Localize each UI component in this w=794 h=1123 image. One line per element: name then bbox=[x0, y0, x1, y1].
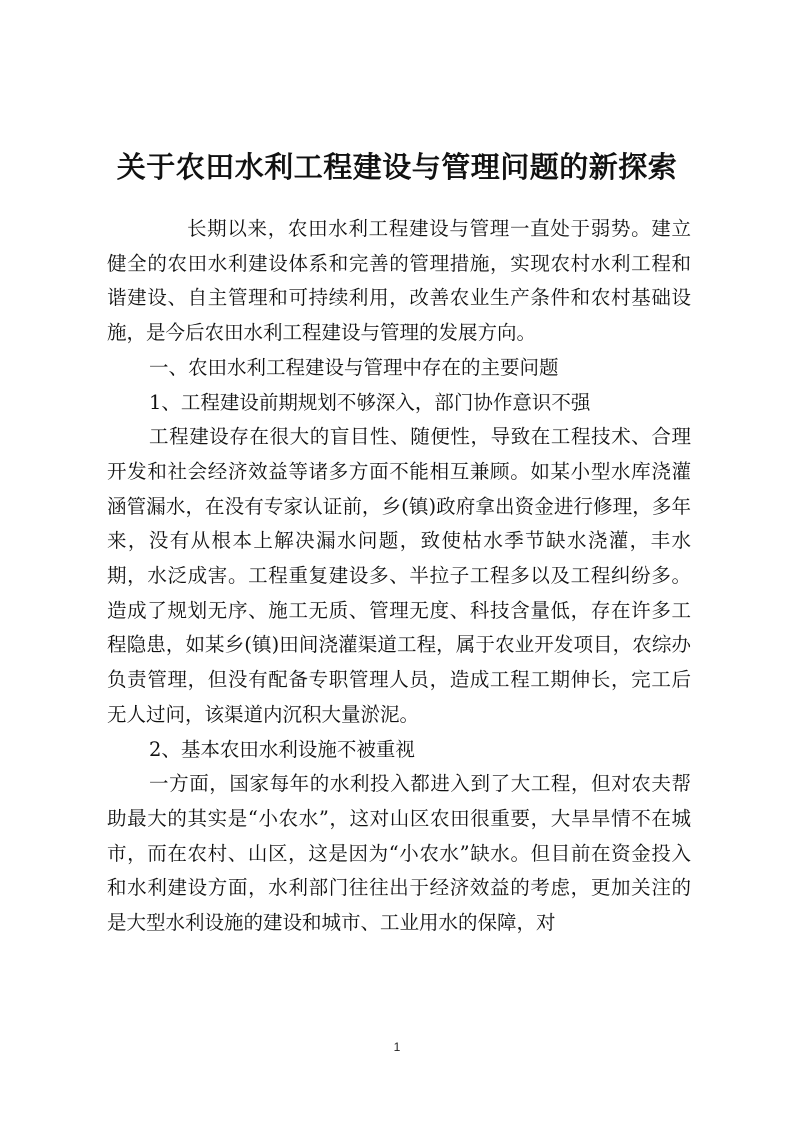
subsection-heading-2: 2、基本农田水利设施不被重视 bbox=[149, 737, 415, 761]
section-heading-1: 一、农田水利工程建设与管理中存在的主要问题 bbox=[149, 355, 559, 379]
page-number: 1 bbox=[393, 1040, 401, 1054]
document-body bbox=[107, 212, 691, 941]
body-paragraph-2: 一方面，国家每年的水利投入都进入到了大工程，但对农夫帮助最大的其实是“小农水”，这对山区农田很重要，大旱旱情不在城市，而在农村、山区，这是因为“小农水”缺水。但目前在资金投入和水利建设方面，水利部门往往出于经济效益的考虑，更加关注的是大型水利设施的建设和城市、工业用水的保障，对 bbox=[107, 772, 691, 935]
intro-paragraph: 长期以来，农田水利工程建设与管理一直处于弱势。建立健全的农田水利建设体系和完善的管理措施，实现农村水利工程和谐建设、自主管理和可持续利用，改善农业生产条件和农村基础设施，是今后农田水利工程建设与管理的发展方向。 bbox=[107, 217, 691, 345]
body-paragraph-1: 工程建设存在很大的盲目性、随便性，导致在工程技术、合理开发和社会经济效益等诸多方面不能相互兼顾。如某小型水库浇灌涵管漏水，在没有专家认证前，乡(镇)政府拿出资金进行修理，多年来，没有从根本上解决漏水问题，致使枯水季节缺水浇灌，丰水期，水泛成害。工程重复建设多、半拉子工程多以及工程纠纷多。造成了规划无序、施工无质、管理无度、科技含量低，存在许多工程隐患，如某乡(镇)田间浇灌渠道工程，属于农业开发项目，农综办负责管理，但没有配备专职管理人员，造成工程工期伸长，完工后无人过问，该渠道内沉积大量淤泥。 bbox=[107, 425, 691, 726]
document-title: 关于农田水利工程建设与管理问题的新探索 bbox=[116, 150, 678, 184]
subsection-heading-1: 1、工程建设前期规划不够深入，部门协作意识不强 bbox=[149, 390, 591, 414]
